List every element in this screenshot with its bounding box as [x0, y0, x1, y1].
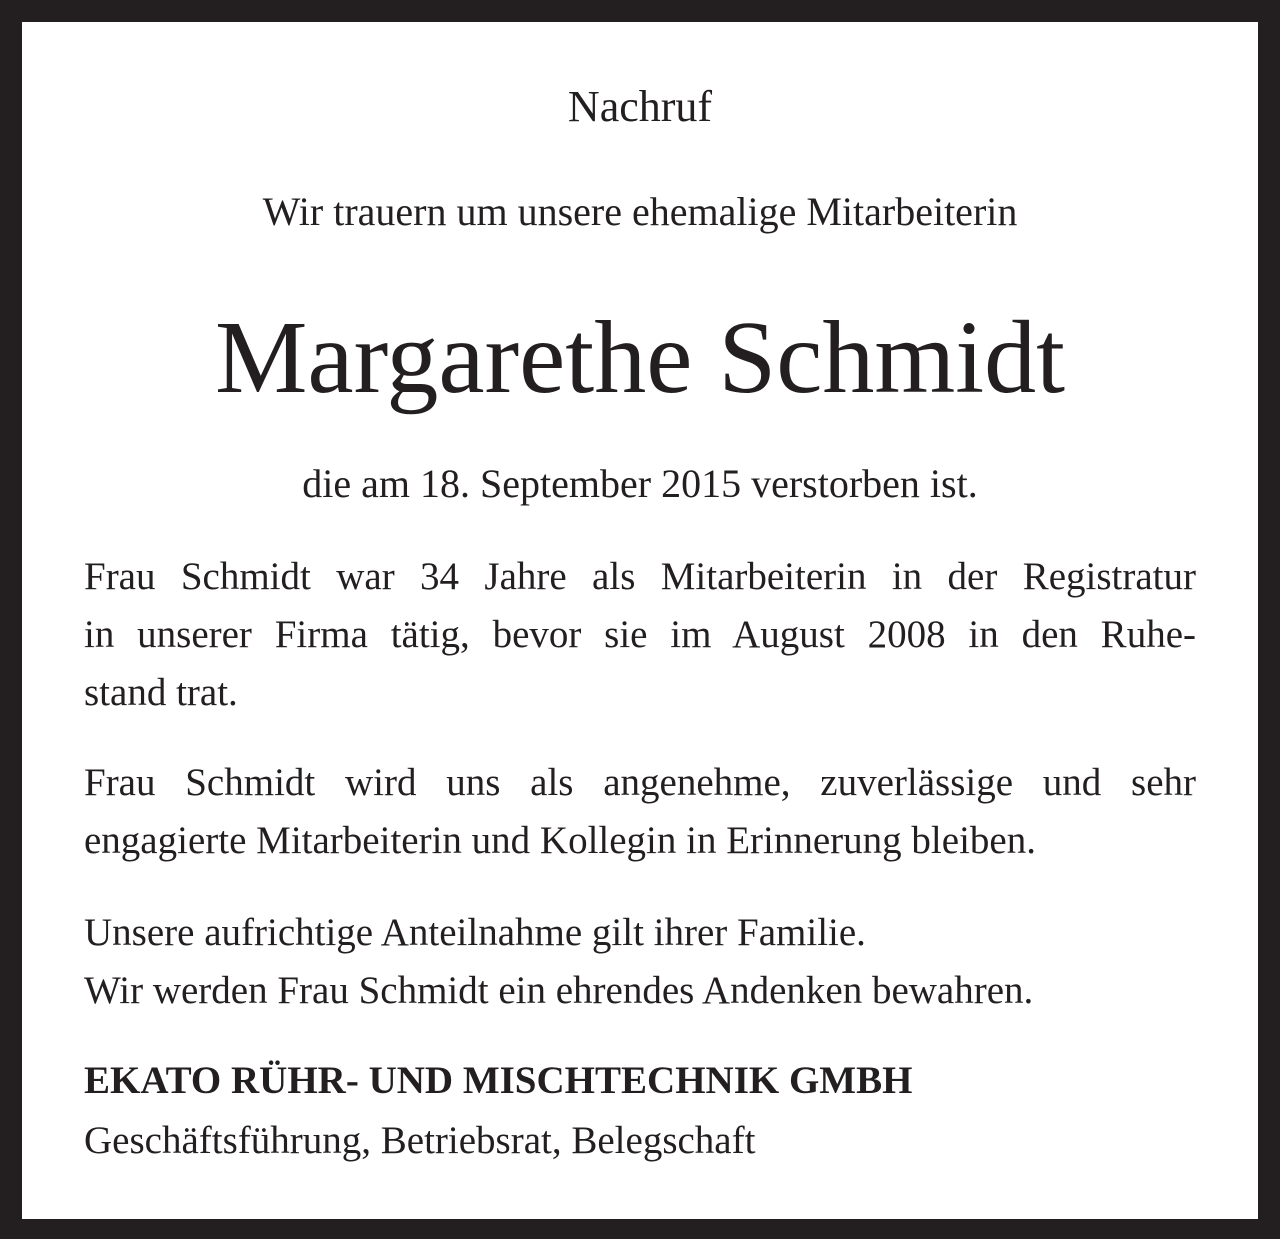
paragraph-line: in unserer Firma tätig, bevor sie im August 2008 in den Ruhe- — [84, 613, 1196, 656]
notice-heading: Nachruf — [567, 82, 713, 131]
signers-line: Geschäftsführung, Betriebsrat, Belegschaft — [84, 1119, 756, 1162]
paragraph-line: stand trat. — [84, 671, 238, 714]
tribute-paragraph — [84, 754, 1196, 870]
paragraph-line: Frau Schmidt war 34 Jahre als Mitarbeiterin in der Registratur — [84, 555, 1196, 598]
paragraph-line: Wir werden Frau Schmidt ein ehrendes Andenken bewahren. — [84, 969, 1034, 1012]
deceased-name: Margarethe Schmidt — [214, 300, 1066, 415]
paragraph-line: engagierte Mitarbeiterin und Kollegin in Erinnerung bleiben. — [84, 819, 1036, 862]
intro-line: Wir trauern um unsere ehemalige Mitarbeiterin — [262, 189, 1018, 234]
company-name: EKATO RÜHR- UND MISCHTECHNIK GMBH — [84, 1059, 913, 1102]
paragraph-line: Frau Schmidt wird uns als angenehme, zuverlässige und sehr — [84, 761, 1196, 804]
career-paragraph — [84, 548, 1196, 722]
condolence-paragraph — [84, 904, 1196, 1020]
death-date-line: die am 18. September 2015 verstorben ist. — [302, 461, 978, 506]
paragraph-line: Unsere aufrichtige Anteilnahme gilt ihrer Familie. — [84, 911, 866, 954]
notice-content — [84, 22, 1196, 1219]
